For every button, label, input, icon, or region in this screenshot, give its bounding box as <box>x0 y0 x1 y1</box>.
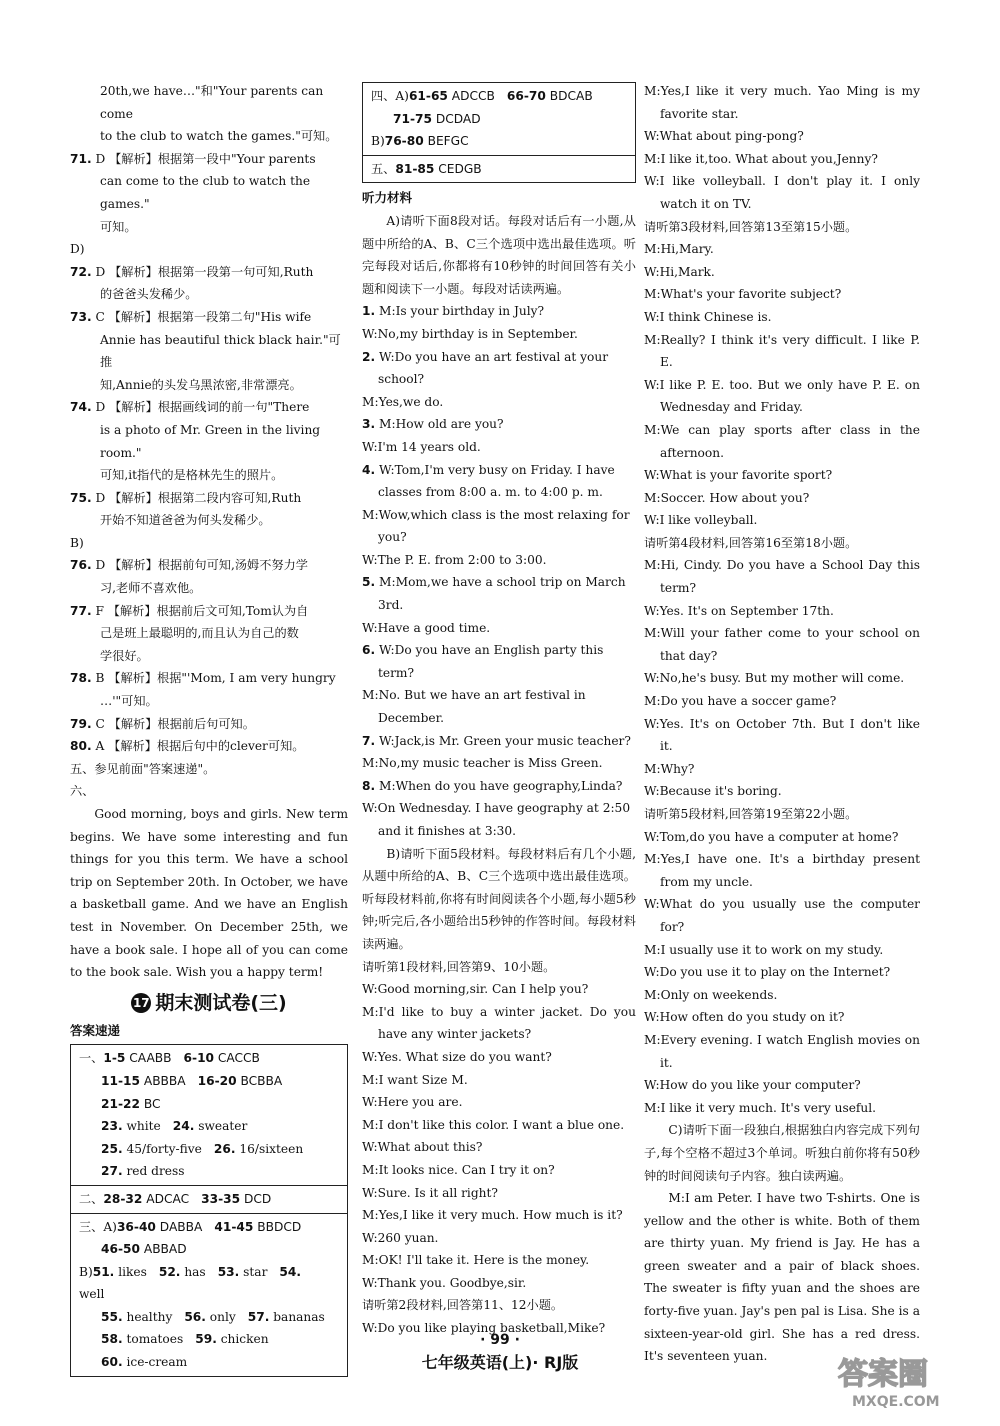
item-text: D 【解析】根据第二段内容可知,Ruth <box>95 490 302 505</box>
answer-value: star <box>243 1264 268 1279</box>
dialogue-line: M:I don't like this color. I want a blue one. <box>362 1117 625 1132</box>
item-number: 2. <box>362 349 376 364</box>
answer-value: ADCCB <box>451 89 495 103</box>
answer-value: ABBAD <box>143 1242 187 1257</box>
dialogue-line: M:Will your father come to your school on that day? <box>644 626 920 663</box>
answer-explanation <box>70 735 348 758</box>
dialogue-line: M:It looks nice. Can I try it on? <box>362 1162 555 1177</box>
item-number: 75. <box>70 490 92 505</box>
answer-range: 25. <box>101 1141 123 1156</box>
dialogue-line: W:I like P. E. too. But we only have P. E. on Wednesday and Friday. <box>644 377 920 415</box>
dialogue-line: W:How do you like your computer? <box>644 1078 861 1093</box>
answer-value: red dress <box>126 1164 185 1179</box>
dialogue-line: W:Do you like playing basketball,Mike? <box>362 1321 606 1336</box>
explanation-continued: 可知,it指代的是格林先生的照片。 <box>100 468 284 483</box>
text-line: 请听第3段材料,回答第13至第15小题。 <box>644 219 858 234</box>
answer-row <box>79 1238 339 1261</box>
item-number: 4. <box>362 462 376 477</box>
text-line: 请听第1段材料,回答第9、10小题。 <box>362 959 556 974</box>
dialogue-line: M:Do you have a soccer game? <box>644 694 837 709</box>
answer-range: 6-10 <box>183 1051 215 1066</box>
answer-row <box>371 85 627 108</box>
item-text: B 【解析】根据"'Mom, I am very hungry <box>95 671 336 686</box>
answer-item <box>409 89 495 103</box>
answer-box-1 <box>70 1044 348 1376</box>
answer-explanation <box>70 306 348 329</box>
explanation-continued: 开始不知道爸爸为何头发稀少。 <box>100 513 271 528</box>
dialogue-line: W:What is your favorite sport? <box>644 468 833 483</box>
dialogue-line: M:Soccer. How about you? <box>644 490 810 505</box>
box-divider <box>71 1185 347 1186</box>
answer-row <box>371 108 627 131</box>
dialogue-line: M:Every evening. I watch English movies on it. <box>644 1032 920 1070</box>
dialogue-line: W:Do you use it to play on the Internet? <box>644 965 891 980</box>
answer-explanation <box>70 600 348 623</box>
answer-row <box>79 1160 339 1183</box>
listening-script-part1 <box>362 210 636 1340</box>
explanation-continued: 己是班上最聪明的,而且认为自己的数 <box>100 626 299 641</box>
item-number: 72. <box>70 264 92 279</box>
dialogue-question <box>362 413 636 436</box>
explanation-continued: 可知。 <box>100 219 137 234</box>
item-number: 73. <box>70 309 92 324</box>
book-title: 七年级英语(上)· RJ版 <box>421 1353 579 1372</box>
item-number: 6. <box>362 643 376 658</box>
text-line: B) <box>70 535 84 550</box>
dialogue-line: M:Wow,which class is the most relaxing for you? <box>362 507 630 545</box>
paragraph: M:I am Peter. I have two T-shirts. One is yellow and the other is white. Both of them are thirty yuan. My friend is Jay. He has a green sweater and a pair of black shoes. The sweater is fifty yuan and the shoes are forty-five yuan. Jay's pen pal is Lisa. She is a sixteen-year-old girl. She has a red dress. It's seventeen yuan. <box>644 1191 920 1364</box>
explanation-continued: Annie has beautiful thick black hair."可推 <box>100 332 341 370</box>
answer-range: 58. <box>101 1332 123 1347</box>
dialogue-line: M:I like it very much. It's very useful. <box>644 1100 877 1115</box>
answer-item <box>101 1119 161 1133</box>
answer-value: BEFGC <box>427 134 469 149</box>
dialogue-line: M:Why? <box>644 761 695 776</box>
answer-explanation <box>70 487 348 510</box>
answer-item <box>218 1265 268 1279</box>
answer-value: likes <box>118 1264 147 1279</box>
dialogue-line: M:Yes,I like it very much. How much is it? <box>362 1208 623 1223</box>
answer-range: 21-22 <box>101 1096 140 1111</box>
dialogue-line: W:Hi,Mark. <box>644 264 715 279</box>
answer-row <box>79 1306 339 1329</box>
dialogue-line: W:I'm 14 years old. <box>362 439 481 454</box>
answer-range: 53. <box>217 1264 240 1279</box>
answer-value: ice-cream <box>126 1355 188 1370</box>
answer-range: 46-50 <box>101 1242 140 1257</box>
item-text: M:Mom,we have a school trip on March 3rd. <box>378 575 626 613</box>
item-number: 80. <box>70 739 92 754</box>
text-line: D) <box>70 242 85 257</box>
paragraph: Good morning, boys and girls. New term begins. We have some interesting and fun things for you this term. We have a school trip on September 20th. In October, we have a basketball game. And we have an English test in November. On December 25th, we have a book sale. I hope all of you can come to the book sale. Wish you a happy term! <box>70 807 348 980</box>
answer-range: 41-45 <box>214 1219 254 1234</box>
item-text: D 【解析】根据前句可知,汤姆不努力学 <box>95 558 308 573</box>
watermark-url: MXQE.COM <box>852 1394 940 1410</box>
dialogue-question <box>362 571 636 616</box>
answer-row <box>79 1261 339 1306</box>
answer-value: ADCAC <box>146 1191 190 1206</box>
answer-item <box>248 1310 325 1324</box>
item-text: C 【解析】根据第一段第二句"His wife <box>95 309 312 324</box>
explanation-continued: is a photo of Mr. Green in the living room." <box>100 422 321 460</box>
answer-range: 16-20 <box>197 1073 237 1088</box>
explanation-continued: to the club to watch the games."可知。 <box>100 129 338 144</box>
answer-value: DCDAD <box>435 111 481 126</box>
explanations-block <box>70 80 348 984</box>
item-number: 5. <box>362 575 376 590</box>
item-text: M:When do you have geography,Linda? <box>379 778 623 793</box>
item-number: 3. <box>362 417 376 432</box>
dialogue-line: M:I want Size M. <box>362 1072 468 1087</box>
item-text: W:Tom,I'm very busy on Friday. I have classes from 8:00 a. m. to 4:00 p. m. <box>378 462 615 500</box>
answer-range: 61-65 <box>408 89 448 103</box>
answer-range: 57. <box>247 1309 270 1324</box>
item-text: W:Do you have an English party this term? <box>378 643 604 680</box>
answer-row <box>79 1070 339 1093</box>
item-text: D 【解析】根据第一段中"Your parents <box>95 151 316 166</box>
answer-value: CAABB <box>129 1051 172 1066</box>
dialogue-line: W:260 yuan. <box>362 1230 439 1245</box>
answer-section-label: 三、A) <box>79 1219 117 1234</box>
answer-row <box>79 1115 339 1138</box>
dialogue-line: W:No,my birthday is in September. <box>362 326 578 341</box>
answer-item <box>184 1310 235 1324</box>
answer-value: chicken <box>220 1332 269 1347</box>
dialogue-line: W:I like volleyball. I don't play it. I only watch it on TV. <box>644 174 920 211</box>
dialogue-line: M:I'd like to buy a winter jacket. Do you have any winter jackets? <box>362 1004 636 1042</box>
answer-range: 56. <box>184 1309 206 1324</box>
paragraph: C)请听下面一段独白,根据独白内容完成下列句子,每个空格不超过3个单词。听独白前你将有50秒钟的时间阅读句子内容。独白读两遍。 <box>644 1123 920 1183</box>
watermark-logo <box>830 1352 980 1412</box>
dialogue-line: W:Have a good time. <box>362 620 491 635</box>
answer-item <box>507 89 593 103</box>
listening-script-part2 <box>644 80 920 1368</box>
dialogue-line: M:OK! I'll take it. Here is the money. <box>362 1253 590 1268</box>
answer-item <box>93 1265 147 1279</box>
explanation-continued: 学很好。 <box>100 648 149 663</box>
answer-range: 24. <box>172 1119 195 1134</box>
dialogue-line: M:We can play sports after class in the afternoon. <box>644 422 920 460</box>
answer-range: 59. <box>195 1332 217 1347</box>
answer-item <box>395 162 481 176</box>
box-divider <box>71 1213 347 1214</box>
answer-item <box>101 1242 187 1256</box>
dialogue-line: W:Thank you. Goodbye,sir. <box>362 1275 527 1290</box>
answer-explanation <box>70 713 348 736</box>
answer-range: 28-32 <box>103 1191 143 1206</box>
answer-range: 36-40 <box>116 1219 156 1234</box>
answer-value: 45/forty-five <box>126 1141 202 1156</box>
answer-item <box>214 1142 303 1156</box>
dialogue-line: M:Hi,Mary. <box>644 242 714 257</box>
answer-range: 81-85 <box>395 161 435 176</box>
answer-row <box>371 158 627 181</box>
item-number: 1. <box>362 304 376 319</box>
dialogue-question <box>362 459 636 504</box>
dialogue-line: W:Tom,do you have a computer at home? <box>644 829 899 844</box>
paragraph: B)请听下面5段材料。每段材料后有几个小题,从题中所给的A、B、C三个选项中选出最佳选项。听每段材料前,你将有时间阅读各个小题,每小题5秒钟;听完后,各小题给出5秒钟的作答时间。每段材料读两遍。 <box>362 846 636 951</box>
listening-title: 听力材料 <box>362 190 413 206</box>
answer-section-label: 四、A) <box>371 89 409 103</box>
dialogue-line: W:Good morning,sir. Can I help you? <box>362 982 589 997</box>
dialogue-line: W:Yes. What size do you want? <box>362 1049 552 1064</box>
answer-value: tomatoes <box>126 1332 184 1347</box>
answer-item <box>101 1310 172 1324</box>
item-text: M:How old are you? <box>379 417 504 432</box>
answer-row <box>79 1047 339 1070</box>
answer-value: BC <box>143 1096 161 1111</box>
dialogue-line: W:I think Chinese is. <box>644 309 772 324</box>
answer-section-label: 一、 <box>79 1051 104 1066</box>
answer-item <box>214 1220 301 1234</box>
dialogue-question <box>362 775 636 798</box>
column-right <box>644 80 920 1368</box>
dialogue-line: W:Yes. It's on October 7th. But I don't like it. <box>644 716 920 754</box>
item-text: W:Jack,is Mr. Green your music teacher? <box>379 733 631 748</box>
answer-item <box>393 112 481 126</box>
item-number: 78. <box>70 671 92 686</box>
dialogue-line: W:I like volleyball. <box>644 513 758 528</box>
dialogue-line: M:Hi, Cindy. Do you have a School Day this term? <box>644 558 920 596</box>
answer-section-label: 五、 <box>371 161 396 176</box>
item-number: 74. <box>70 400 92 415</box>
watermark-logo-text: 答案圈 <box>838 1357 928 1392</box>
answer-range: 11-15 <box>101 1073 140 1088</box>
answer-section-label: B) <box>79 1264 93 1279</box>
dialogue-question <box>362 639 636 684</box>
answer-value: BDCAB <box>549 89 593 103</box>
answer-value: healthy <box>126 1309 173 1324</box>
answer-value: 16/sixteen <box>239 1141 304 1156</box>
item-text: M:Is your birthday in July? <box>379 304 545 319</box>
dialogue-line: W:Here you are. <box>362 1095 463 1110</box>
dialogue-line: M:No,my music teacher is Miss Green. <box>362 756 603 771</box>
dialogue-line: W:On Wednesday. I have geography at 2:50 and it finishes at 3:30. <box>362 801 631 838</box>
answer-value: BCBBA <box>240 1073 283 1088</box>
answer-range: 55. <box>101 1309 123 1324</box>
item-number: 8. <box>362 778 376 793</box>
dialogue-question <box>362 730 636 753</box>
item-text: D 【解析】根据画线词的前一句"There <box>95 400 310 415</box>
answer-range: 66-70 <box>506 89 546 103</box>
answer-range: 23. <box>101 1119 123 1134</box>
dialogue-question <box>362 346 636 391</box>
item-text: C 【解析】根据前后句可知。 <box>95 716 255 731</box>
text-line: 请听第5段材料,回答第19至第22小题。 <box>644 807 858 821</box>
dialogue-line: W:What about this? <box>362 1140 483 1155</box>
section-heading <box>70 990 348 1016</box>
answer-range: 52. <box>158 1264 181 1279</box>
answer-value: well <box>79 1287 105 1302</box>
dialogue-line: M:I like it,too. What about you,Jenny? <box>644 151 878 166</box>
answer-item <box>173 1119 248 1133</box>
explanation-continued: 20th,we have…"和"Your parents can come <box>100 84 324 121</box>
answer-value: ABBBA <box>143 1073 186 1088</box>
box-divider <box>363 155 635 156</box>
answer-value: DABBA <box>159 1219 203 1234</box>
dialogue-line: W:How often do you study on it? <box>644 1010 845 1025</box>
answer-item <box>101 1164 185 1178</box>
paragraph: A)请听下面8段对话。每段对话后有一小题,从题中所给的A、B、C三个选项中选出最佳选项。听完每段对话后,你都将有10秒钟的时间回答有关小题和阅读下一小题。每段对话读两遍。 <box>362 213 636 296</box>
column-left <box>70 80 348 1379</box>
explanation-continued: 的爸爸头发稀少。 <box>100 287 198 302</box>
column-middle <box>362 80 636 1340</box>
answer-range: 26. <box>213 1141 236 1156</box>
dialogue-line: W:Sure. Is it all right? <box>362 1185 498 1200</box>
text-line: 请听第2段材料,回答第11、12小题。 <box>362 1298 564 1313</box>
answer-value: CACCB <box>217 1051 260 1066</box>
text-line: 六、 <box>70 784 95 799</box>
answer-value: has <box>184 1264 206 1279</box>
dialogue-line: M:Really? I think it's very difficult. I like P. E. <box>644 332 920 370</box>
answer-item <box>385 134 469 148</box>
answer-explanation <box>70 396 348 419</box>
dialogue-line: W:Yes. It's on September 17th. <box>644 603 834 618</box>
answers-label: 答案速递 <box>70 1022 121 1038</box>
answer-item <box>101 1097 161 1111</box>
answer-item <box>117 1220 202 1234</box>
item-text: D 【解析】根据第一段第一句可知,Ruth <box>95 264 314 279</box>
answer-value: bananas <box>273 1309 325 1324</box>
answer-explanation <box>70 667 348 690</box>
answer-value: white <box>126 1119 161 1134</box>
dialogue-line: W:What about ping-pong? <box>644 129 804 144</box>
answer-value: BBDCD <box>257 1219 302 1234</box>
dialogue-line: M:What's your favorite subject? <box>644 287 842 302</box>
item-text: F 【解析】根据前后文可知,Tom认为自 <box>95 603 309 618</box>
answer-range: 60. <box>101 1355 123 1370</box>
answer-item <box>198 1074 283 1088</box>
answer-range: 54. <box>279 1264 301 1279</box>
section-number-badge: 17 <box>131 993 151 1013</box>
section-title: 期末测试卷(三) <box>155 991 287 1014</box>
item-number: 71. <box>70 151 92 166</box>
dialogue-line: M:I usually use it to work on my study. <box>644 942 884 957</box>
explanation-continued: …'"可知。 <box>100 694 158 709</box>
answer-box-2 <box>362 82 636 183</box>
answer-item <box>103 1051 171 1065</box>
answer-item <box>101 1074 186 1088</box>
answer-section-label: B) <box>371 134 385 149</box>
item-number: 7. <box>362 733 376 748</box>
answer-value: CEDGB <box>438 161 482 176</box>
answer-row <box>79 1093 339 1116</box>
answer-row <box>79 1216 339 1239</box>
answer-item <box>101 1142 202 1156</box>
answer-range: 71-75 <box>393 111 432 126</box>
item-text: A 【解析】根据后句中的clever可知。 <box>95 739 305 754</box>
answer-range: 27. <box>101 1164 123 1179</box>
answer-value: DCD <box>243 1191 272 1206</box>
item-number: 76. <box>70 558 92 573</box>
dialogue-line: W:What do you usually use the computer for? <box>644 897 920 934</box>
dialogue-line: M:Yes,I have one. It's a birthday present from my uncle. <box>644 852 920 889</box>
dialogue-line: M:Only on weekends. <box>644 987 778 1002</box>
answer-explanation <box>70 554 348 577</box>
dialogue-line: M:Yes,I like it very much. Yao Ming is my favorite star. <box>644 84 920 121</box>
answer-row <box>371 130 627 153</box>
item-number: 77. <box>70 603 92 618</box>
dialogue-line: M:No. But we have an art festival in December. <box>362 688 586 726</box>
explanation-continued: can come to the club to watch the games." <box>100 174 311 211</box>
answer-item <box>159 1265 206 1279</box>
page-number: · 99 · <box>480 1332 520 1348</box>
dialogue-question <box>362 300 636 323</box>
answer-range: 1-5 <box>103 1051 126 1066</box>
answer-item <box>201 1192 271 1206</box>
answer-explanation <box>70 148 348 171</box>
answer-row <box>79 1188 339 1211</box>
text-line: 请听第4段材料,回答第16至第18小题。 <box>644 535 858 550</box>
answer-value: only <box>209 1309 236 1324</box>
answer-value: sweater <box>198 1119 248 1134</box>
answer-row <box>79 1138 339 1161</box>
answer-item <box>103 1192 189 1206</box>
dialogue-line: W:Because it's boring. <box>644 784 782 799</box>
item-text: W:Do you have an art festival at your school? <box>378 349 609 387</box>
answer-explanation <box>70 261 348 284</box>
text-line: 五、参见前面"答案速递"。 <box>70 761 216 776</box>
answer-item <box>184 1051 260 1065</box>
explanation-continued: 知,Annie的头发乌黑浓密,非常漂亮。 <box>100 377 302 392</box>
answer-range: 33-35 <box>201 1191 241 1206</box>
item-number: 79. <box>70 716 92 731</box>
answer-section-label: 二、 <box>79 1191 104 1206</box>
dialogue-line: M:Yes,we do. <box>362 394 444 409</box>
answer-range: 76-80 <box>384 134 424 149</box>
dialogue-line: W:No,he's busy. But my mother will come. <box>644 671 905 686</box>
explanation-continued: 习,老师不喜欢他。 <box>100 581 202 596</box>
dialogue-line: W:The P. E. from 2:00 to 3:00. <box>362 552 547 567</box>
answer-range: 51. <box>92 1264 115 1279</box>
